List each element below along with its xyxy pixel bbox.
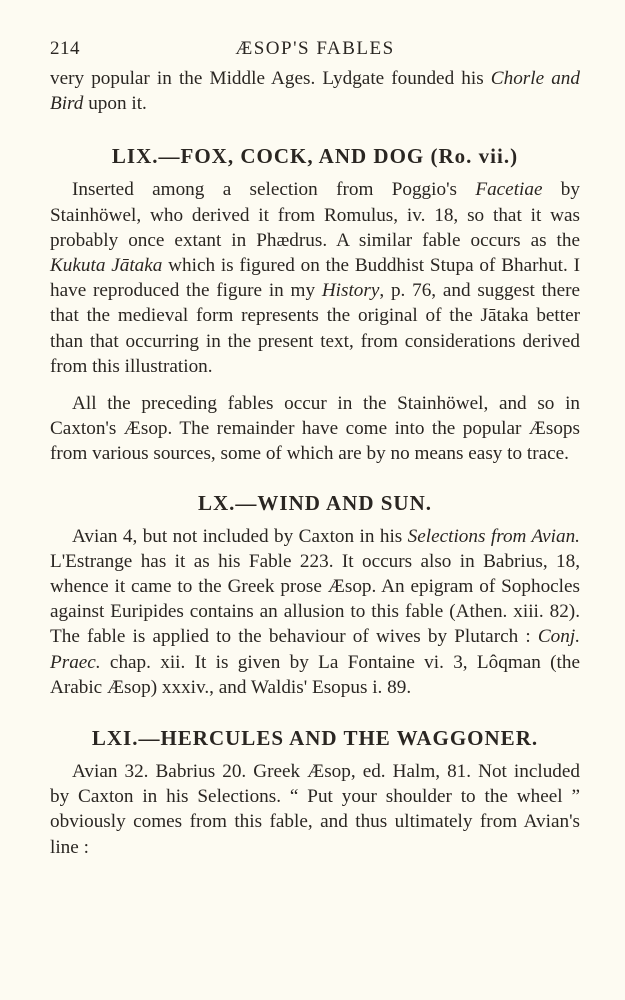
lix-p1-history: History (321, 280, 380, 302)
page-number: 214 (50, 38, 80, 59)
section-heading-lix-title: LIX.—FOX, COCK, AND DOG (111, 144, 425, 169)
carryover-line-1: very popular in the Middle Ages. Lydgate founded his (50, 68, 484, 89)
lix-p1-text-e: which is figured on the Buddhist Stupa of Bharhut. I have reproduced the figure in my (50, 255, 580, 302)
lix-p1-kukuta-jataka: Kukuta Jātaka (50, 255, 163, 277)
lix-p1-text-g: , p. 76, and suggest there that the medieval form represents the original of the Jātaka better than that occurring in the present text, from considerations derived from this illustration. (50, 280, 580, 377)
lx-p1-selections-from-avian: Selections from Avian. (407, 525, 580, 547)
carryover-paragraph (50, 66, 580, 116)
section-heading-lix (50, 144, 580, 169)
lx-p1-text-a: Avian 4, but not included by Caxton in his (72, 525, 408, 547)
book-page (50, 30, 580, 860)
carryover-line-2-rest: upon it. (83, 93, 147, 115)
lxi-paragraph-1: Avian 32. Babrius 20. Greek Æsop, ed. Halm, 81. Not included by Caxton in his Selections. “ Put your shoulder to the wheel ” obviously comes from this fable, and thus ultimately from Avian's line : (50, 761, 580, 858)
section-heading-lix-ref: (Ro. vii.) (424, 144, 519, 169)
running-title: ÆSOP'S FABLES (235, 38, 395, 59)
carryover-title-italic: Chorle and Bird (50, 68, 580, 115)
lx-paragraph-1 (50, 524, 580, 700)
lix-paragraph-2: All the preceding fables occur in the Stainhöwel, and so in Caxton's Æsop. The remainder have come into the popular Æsops from various sources, some of which are by no means easy to trace. (50, 393, 580, 465)
lx-p1-text-e: chap. xii. It is given by La Fontaine vi. 3, Lôqman (the Arabic Æsop) xxxiv., and Waldis' Esopus i. 89. (50, 651, 580, 698)
lix-p1-text-a: Inserted among a selection from Poggio's (72, 179, 476, 201)
lix-p1-text-c: by Stainhöwel, who derived it from Romulus, iv. 18, so that it was probably once extant in Phædrus. A similar fable occurs as the (50, 179, 580, 251)
section-heading-lx: LX.—WIND AND SUN. (197, 490, 433, 515)
lix-paragraph-1 (50, 177, 580, 379)
lx-p1-conj-praec: Conj. Praec. (50, 626, 580, 673)
lx-p1-text-c: L'Estrange has it as his Fable 223. It occurs also in Babrius, 18, whence it came to the Greek prose Æsop. An epigram of Sophocles against Euripides contains an allusion to this fable (Athen. xiii. 82). The fable is applied to the behaviour of wives by Plutarch : (50, 550, 580, 648)
running-head (50, 30, 580, 66)
lix-p1-facetiae: Facetiae (475, 179, 543, 201)
section-heading-lxi: LXI.—HERCULES AND THE WAGGONER. (91, 726, 539, 751)
